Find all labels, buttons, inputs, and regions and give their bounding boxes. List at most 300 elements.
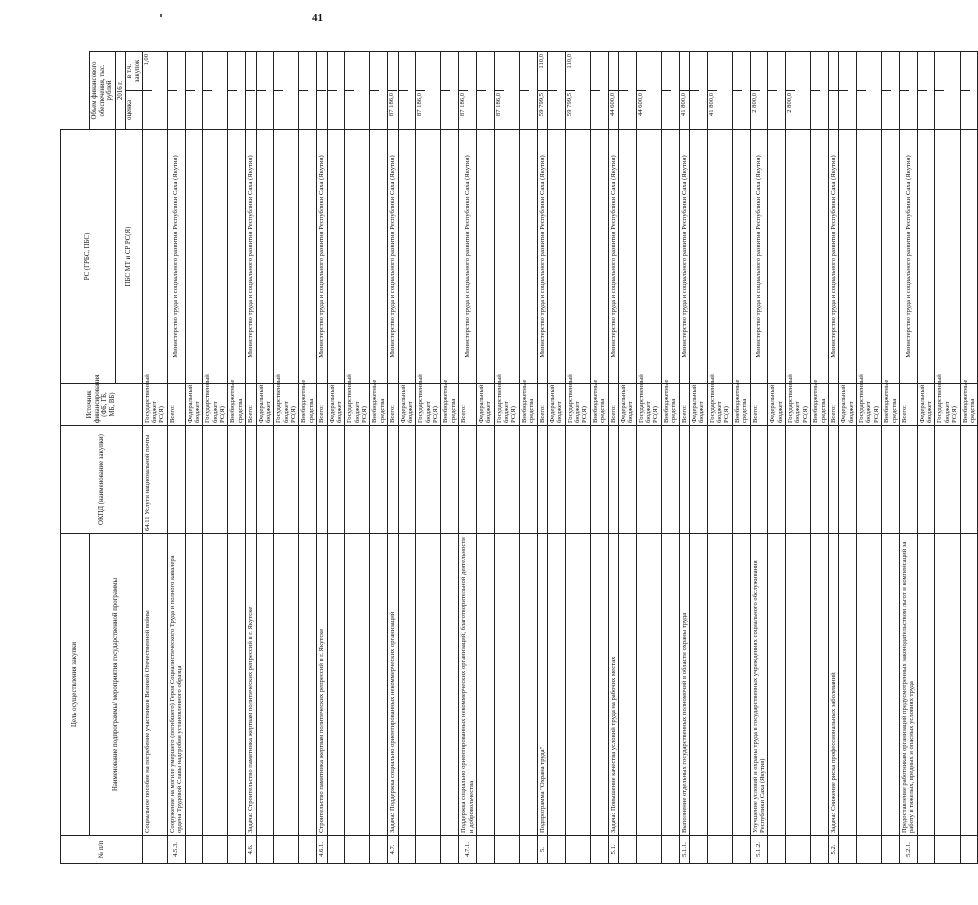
row-incl xyxy=(370,52,379,90)
table-row xyxy=(786,51,811,863)
row-source: Всего: xyxy=(750,384,768,426)
row-no xyxy=(416,836,441,864)
row-estimate xyxy=(882,90,891,129)
row-name xyxy=(857,534,882,836)
row-okpd xyxy=(565,426,590,534)
row-source: Всего: xyxy=(317,384,327,426)
row-okpd xyxy=(707,426,732,534)
table-row xyxy=(618,51,636,863)
row-ministry xyxy=(732,129,750,383)
table-row xyxy=(459,51,477,863)
row-estimate: 87 186,0 xyxy=(459,90,468,129)
row-volume xyxy=(299,51,317,129)
row-incl xyxy=(935,52,944,90)
row-volume xyxy=(476,51,494,129)
table-row xyxy=(882,51,900,863)
row-source: Государственный бюджет РС(Я) xyxy=(142,384,167,426)
row-name: Сооружение на могиле умершего (погибшего) Героя Социалистического Труда и полного кавалера ордена Трудовой Славы надгробия установленного образца xyxy=(167,534,185,836)
row-okpd xyxy=(416,426,441,534)
row-name xyxy=(494,534,519,836)
table-row xyxy=(398,51,416,863)
row-volume xyxy=(185,51,203,129)
row-okpd xyxy=(388,426,398,534)
row-estimate xyxy=(345,90,354,129)
row-incl xyxy=(246,52,255,90)
row-incl xyxy=(317,52,326,90)
row-volume xyxy=(768,51,786,129)
row-source: Государственный бюджет РС(Я) xyxy=(416,384,441,426)
row-no xyxy=(857,836,882,864)
row-incl xyxy=(918,52,927,90)
row-source: Всего: xyxy=(679,384,689,426)
row-volume xyxy=(839,51,857,129)
row-incl xyxy=(168,52,177,90)
row-incl xyxy=(680,52,689,90)
table-row xyxy=(960,51,978,863)
row-no xyxy=(839,836,857,864)
row-incl xyxy=(388,52,397,90)
row-no xyxy=(256,836,274,864)
row-estimate: 87 186,0 xyxy=(416,90,425,129)
row-okpd xyxy=(327,426,345,534)
row-source: Федеральный бюджет xyxy=(327,384,345,426)
row-ministry: Министерство труда и социального развития Республики Саха (Якутия) xyxy=(167,129,185,383)
page-number: 41 xyxy=(312,12,323,24)
row-okpd xyxy=(185,426,203,534)
table-row xyxy=(661,51,679,863)
table-row xyxy=(274,51,299,863)
row-estimate xyxy=(690,90,699,129)
header-volume: Объем финансового обеспечения, тыс. рублей xyxy=(90,51,116,129)
row-incl: 1,00 xyxy=(142,53,150,66)
header-incl-label: в т.ч. закупок xyxy=(126,59,142,83)
row-no xyxy=(960,836,978,864)
row-estimate xyxy=(662,90,671,129)
row-no xyxy=(398,836,416,864)
row-ministry: Министерство труда и социального развития Республики Саха (Якутия) xyxy=(608,129,618,383)
row-no: 5.1.2. xyxy=(750,836,768,864)
row-name: Подпрограмма "Охрана труда" xyxy=(537,534,547,836)
row-source: Внебюджетные средства xyxy=(299,384,317,426)
row-source: Федеральный бюджет xyxy=(917,384,935,426)
row-estimate: 2 800,0 xyxy=(786,90,795,129)
row-ministry xyxy=(370,129,388,383)
row-name xyxy=(917,534,935,836)
row-estimate: 44 600,0 xyxy=(609,90,618,129)
row-volume xyxy=(750,51,768,129)
row-okpd xyxy=(786,426,811,534)
row-no xyxy=(299,836,317,864)
row-volume xyxy=(882,51,900,129)
row-volume xyxy=(345,51,370,129)
row-no xyxy=(811,836,829,864)
row-estimate xyxy=(317,90,326,129)
row-name xyxy=(228,534,246,836)
row-name xyxy=(689,534,707,836)
row-okpd xyxy=(732,426,750,534)
row-source: Федеральный бюджет xyxy=(689,384,707,426)
row-volume xyxy=(828,51,838,129)
row-incl xyxy=(786,52,795,90)
row-no xyxy=(274,836,299,864)
row-okpd xyxy=(167,426,185,534)
row-source: Государственный бюджет РС(Я) xyxy=(203,384,228,426)
row-name xyxy=(768,534,786,836)
row-okpd xyxy=(689,426,707,534)
table-row xyxy=(857,51,882,863)
row-incl xyxy=(186,52,195,90)
table-row xyxy=(185,51,203,863)
row-source: Федеральный бюджет xyxy=(398,384,416,426)
table-row xyxy=(608,51,618,863)
row-okpd xyxy=(398,426,416,534)
table-row xyxy=(707,51,732,863)
row-volume xyxy=(786,51,811,129)
row-volume xyxy=(547,51,565,129)
row-name: Строительство памятника жертвам политических репрессий в г. Якутске xyxy=(317,534,327,836)
row-estimate: 59 799,5 xyxy=(566,90,575,129)
row-ministry xyxy=(256,129,274,383)
row-incl xyxy=(520,52,529,90)
row-no xyxy=(494,836,519,864)
row-estimate xyxy=(441,90,450,129)
row-ministry: Министерство труда и социального развития Республики Саха (Якутия) xyxy=(679,129,689,383)
row-ministry xyxy=(935,129,960,383)
row-no xyxy=(917,836,935,864)
row-okpd xyxy=(750,426,768,534)
row-okpd xyxy=(547,426,565,534)
row-okpd xyxy=(768,426,786,534)
row-source: Внебюджетные средства xyxy=(441,384,459,426)
row-name xyxy=(185,534,203,836)
row-ministry xyxy=(917,129,935,383)
row-source: Всего: xyxy=(828,384,838,426)
row-ministry: Министерство труда и социального развития Республики Саха (Якутия) xyxy=(246,129,256,383)
row-incl xyxy=(829,52,838,90)
row-ministry xyxy=(565,129,590,383)
row-source: Федеральный бюджет xyxy=(476,384,494,426)
row-estimate xyxy=(246,90,255,129)
row-source: Внебюджетные средства xyxy=(811,384,829,426)
row-no xyxy=(935,836,960,864)
procurement-table xyxy=(60,51,978,864)
row-incl xyxy=(882,52,891,90)
row-ministry xyxy=(786,129,811,383)
row-name xyxy=(476,534,494,836)
row-source: Федеральный бюджет xyxy=(618,384,636,426)
row-estimate xyxy=(299,90,308,129)
row-volume xyxy=(203,51,228,129)
row-ministry: Министерство труда и социального развития Республики Саха (Якутия) xyxy=(899,129,917,383)
row-okpd xyxy=(960,426,978,534)
row-okpd xyxy=(345,426,370,534)
row-volume xyxy=(274,51,299,129)
row-name xyxy=(299,534,317,836)
row-no: 4.6. xyxy=(246,836,256,864)
row-name xyxy=(203,534,228,836)
row-estimate: 2 800,0 xyxy=(751,90,760,129)
table-row xyxy=(228,51,246,863)
table-header xyxy=(61,51,143,863)
row-estimate xyxy=(228,90,237,129)
row-name xyxy=(441,534,459,836)
row-volume xyxy=(256,51,274,129)
row-estimate xyxy=(857,90,866,129)
row-incl xyxy=(733,52,742,90)
row-volume xyxy=(917,51,935,129)
row-incl xyxy=(274,52,283,90)
row-okpd xyxy=(228,426,246,534)
row-source: Федеральный бюджет xyxy=(547,384,565,426)
table-row xyxy=(590,51,608,863)
header-source: Источник финансирования (ФБ, ГБ, МБ, ВБ) xyxy=(61,384,143,426)
row-okpd xyxy=(811,426,829,534)
row-volume xyxy=(732,51,750,129)
row-name xyxy=(327,534,345,836)
row-okpd xyxy=(317,426,327,534)
table-row xyxy=(899,51,917,863)
row-ministry xyxy=(661,129,679,383)
row-no: 4.6.1. xyxy=(317,836,327,864)
row-volume xyxy=(636,51,661,129)
row-name xyxy=(707,534,732,836)
row-source: Всего: xyxy=(537,384,547,426)
row-okpd xyxy=(441,426,459,534)
row-estimate xyxy=(961,90,970,129)
row-incl xyxy=(811,52,820,90)
row-estimate xyxy=(811,90,820,129)
row-estimate xyxy=(186,90,195,129)
row-incl xyxy=(839,52,848,90)
header-okpd: ОКПД (наименование закупки) xyxy=(61,426,143,534)
table-body xyxy=(142,51,978,863)
row-ministry xyxy=(707,129,732,383)
row-estimate xyxy=(829,90,838,129)
row-estimate: 59 799,5 xyxy=(538,90,547,129)
row-volume xyxy=(494,51,519,129)
row-no: 5. xyxy=(537,836,547,864)
row-source: Всего: xyxy=(459,384,477,426)
row-okpd xyxy=(917,426,935,534)
row-estimate xyxy=(839,90,848,129)
row-source: Государственный бюджет РС(Я) xyxy=(565,384,590,426)
header-pbs: ПБС МТ и СР РС(Я) xyxy=(115,129,142,383)
table-row xyxy=(388,51,398,863)
row-no xyxy=(547,836,565,864)
row-incl: 110,0 xyxy=(565,53,573,69)
row-incl xyxy=(459,52,468,90)
row-no xyxy=(203,836,228,864)
row-okpd xyxy=(839,426,857,534)
table-row xyxy=(142,51,167,863)
row-ministry xyxy=(441,129,459,383)
header-goal: Цель осуществления закупки xyxy=(61,534,90,836)
row-name xyxy=(256,534,274,836)
row-no xyxy=(618,836,636,864)
row-estimate xyxy=(591,90,600,129)
header-estimate-label: оценка xyxy=(126,90,141,129)
row-volume xyxy=(416,51,441,129)
row-volume xyxy=(327,51,345,129)
row-estimate xyxy=(619,90,628,129)
row-no xyxy=(185,836,203,864)
row-no: 4.7.1. xyxy=(459,836,477,864)
row-name xyxy=(398,534,416,836)
row-no xyxy=(707,836,732,864)
row-ministry xyxy=(960,129,978,383)
row-source: Внебюджетные средства xyxy=(519,384,537,426)
row-incl xyxy=(477,52,486,90)
table-row xyxy=(416,51,441,863)
row-okpd xyxy=(370,426,388,534)
row-ministry xyxy=(398,129,416,383)
header-rs: РС (ГРБС, ПБС) xyxy=(61,129,116,383)
row-volume xyxy=(167,51,185,129)
row-ministry: Министерство труда и социального развития Республики Саха (Якутия) xyxy=(459,129,477,383)
table-row xyxy=(679,51,689,863)
table-row xyxy=(317,51,327,863)
row-ministry xyxy=(882,129,900,383)
row-estimate xyxy=(370,90,379,129)
table-row xyxy=(203,51,228,863)
row-incl: 110,0 xyxy=(537,53,545,69)
row-incl xyxy=(441,52,450,90)
table-row xyxy=(689,51,707,863)
row-estimate: 41 800,0 xyxy=(680,90,689,129)
row-ministry xyxy=(142,129,167,383)
row-no xyxy=(636,836,661,864)
row-name xyxy=(618,534,636,836)
row-okpd xyxy=(661,426,679,534)
row-source: Внебюджетные средства xyxy=(590,384,608,426)
row-volume xyxy=(519,51,537,129)
table-row xyxy=(345,51,370,863)
row-ministry xyxy=(839,129,857,383)
row-ministry xyxy=(857,129,882,383)
table-row xyxy=(370,51,388,863)
table-row xyxy=(299,51,317,863)
row-ministry xyxy=(476,129,494,383)
row-volume xyxy=(608,51,618,129)
row-no xyxy=(441,836,459,864)
row-no xyxy=(142,836,167,864)
row-ministry xyxy=(299,129,317,383)
row-ministry: Министерство труда и социального развития Республики Саха (Якутия) xyxy=(750,129,768,383)
table-row xyxy=(828,51,838,863)
row-no xyxy=(370,836,388,864)
row-no xyxy=(689,836,707,864)
row-okpd xyxy=(857,426,882,534)
row-estimate xyxy=(733,90,742,129)
row-source: Всего: xyxy=(246,384,256,426)
row-volume xyxy=(565,51,590,129)
row-volume xyxy=(246,51,256,129)
row-okpd xyxy=(618,426,636,534)
row-incl xyxy=(708,52,717,90)
table-row xyxy=(327,51,345,863)
row-volume xyxy=(142,51,167,129)
row-no xyxy=(476,836,494,864)
row-okpd xyxy=(519,426,537,534)
row-source: Внебюджетные средства xyxy=(732,384,750,426)
row-ministry xyxy=(590,129,608,383)
row-no: 4.5.3. xyxy=(167,836,185,864)
table-row xyxy=(494,51,519,863)
row-okpd xyxy=(246,426,256,534)
table-row xyxy=(935,51,960,863)
row-no xyxy=(732,836,750,864)
row-volume xyxy=(661,51,679,129)
row-volume xyxy=(398,51,416,129)
row-name xyxy=(274,534,299,836)
row-name xyxy=(786,534,811,836)
table-row xyxy=(750,51,768,863)
table-row xyxy=(547,51,565,863)
row-source: Внебюджетные средства xyxy=(370,384,388,426)
row-volume xyxy=(707,51,732,129)
row-name xyxy=(811,534,829,836)
row-okpd xyxy=(256,426,274,534)
table-row xyxy=(768,51,786,863)
row-ministry: Министерство труда и социального развития Республики Саха (Якутия) xyxy=(317,129,327,383)
scan-speck xyxy=(160,14,162,17)
row-incl xyxy=(299,52,308,90)
row-name xyxy=(661,534,679,836)
row-source: Федеральный бюджет xyxy=(185,384,203,426)
row-source: Государственный бюджет РС(Я) xyxy=(857,384,882,426)
table-row xyxy=(565,51,590,863)
row-ministry xyxy=(416,129,441,383)
row-source: Государственный бюджет РС(Я) xyxy=(935,384,960,426)
row-name: Социальное пособие на погребение участников Великой Отечественной войны xyxy=(142,534,167,836)
row-volume xyxy=(590,51,608,129)
row-name xyxy=(519,534,537,836)
row-estimate xyxy=(168,90,177,129)
row-okpd xyxy=(636,426,661,534)
row-volume xyxy=(370,51,388,129)
header-measure: Наименование подпрограммы/ мероприятия государственной программы xyxy=(90,534,143,836)
header-no: № п/п xyxy=(61,836,143,864)
row-okpd xyxy=(537,426,547,534)
row-source: Государственный бюджет РС(Я) xyxy=(494,384,519,426)
row-no xyxy=(228,836,246,864)
row-incl xyxy=(203,52,212,90)
row-estimate xyxy=(768,90,777,129)
row-estimate: 87 186,0 xyxy=(495,90,504,129)
row-no xyxy=(786,836,811,864)
table-row xyxy=(917,51,935,863)
row-ministry xyxy=(185,129,203,383)
row-name xyxy=(565,534,590,836)
row-estimate: 87 186,0 xyxy=(388,90,397,129)
row-incl xyxy=(619,52,628,90)
row-estimate xyxy=(203,90,212,129)
row-no: 5.2. xyxy=(828,836,838,864)
table-row xyxy=(476,51,494,863)
row-okpd xyxy=(679,426,689,534)
header-estimate xyxy=(126,51,142,129)
row-source: Государственный бюджет РС(Я) xyxy=(636,384,661,426)
row-name xyxy=(590,534,608,836)
row-source: Федеральный бюджет xyxy=(768,384,786,426)
header-volume-wrap xyxy=(61,51,90,129)
row-ministry xyxy=(689,129,707,383)
row-no: 5.2.1. xyxy=(899,836,917,864)
row-estimate: 41 800,0 xyxy=(708,90,717,129)
row-name: Выполнение отдельных государственных полномочий в области охраны труда xyxy=(679,534,689,836)
row-source: Всего: xyxy=(388,384,398,426)
row-name xyxy=(636,534,661,836)
